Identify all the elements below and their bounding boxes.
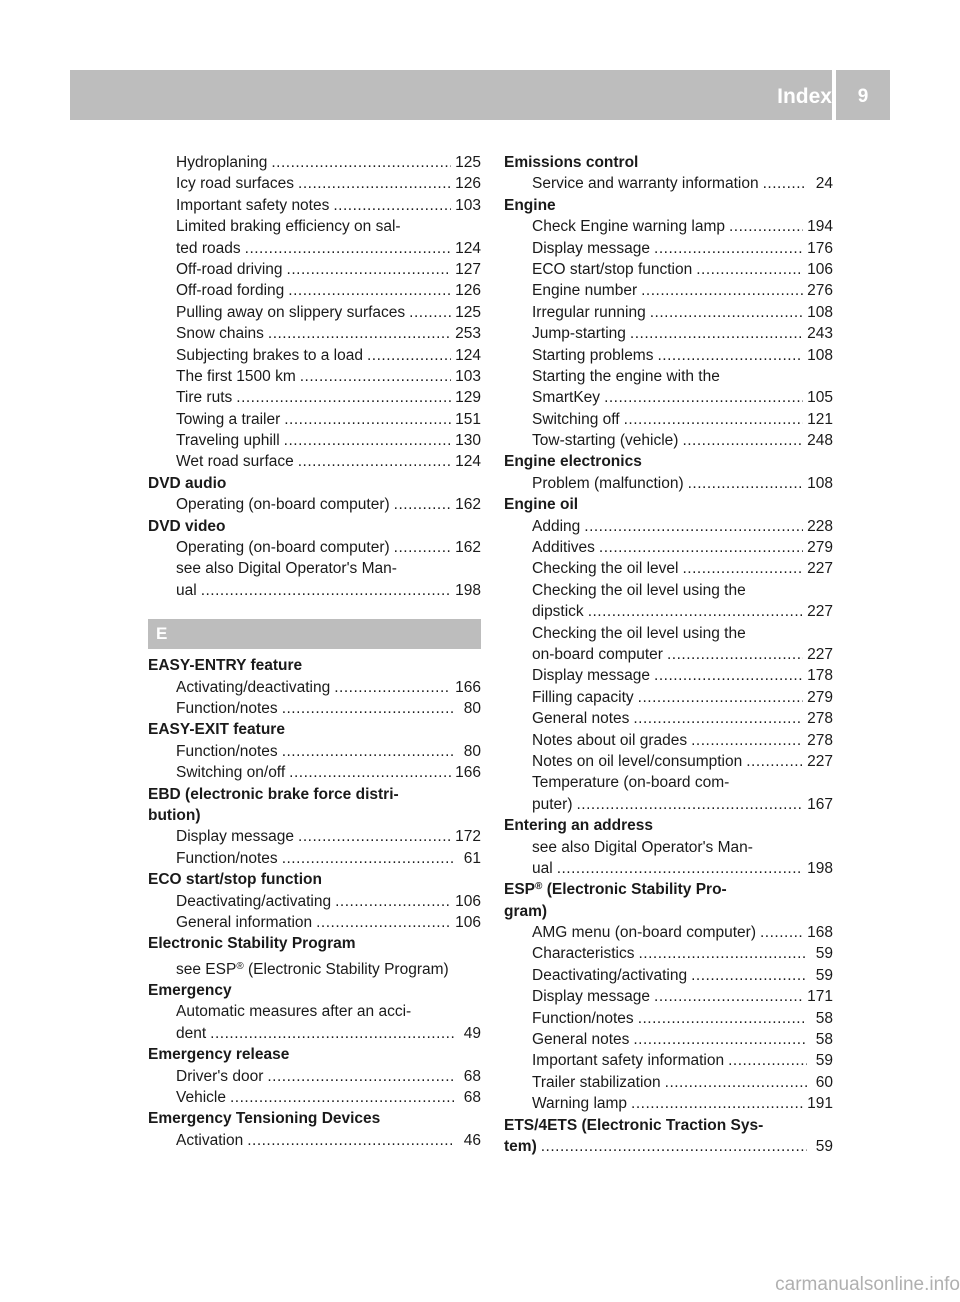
- heading-esp-continued: gram): [504, 902, 548, 920]
- dot-leader: [367, 345, 451, 366]
- entry-text: Irregular running: [532, 303, 646, 321]
- index-entry[interactable]: [148, 451, 481, 472]
- dot-leader: [230, 1087, 455, 1108]
- index-entry[interactable]: [504, 1072, 833, 1093]
- entry-text: AMG menu (on-board computer): [532, 924, 756, 942]
- index-entry[interactable]: [504, 238, 833, 259]
- entry-text: Display message: [532, 667, 651, 685]
- entry-text: Vehicle: [176, 1089, 226, 1107]
- dot-leader: [691, 965, 807, 986]
- dot-leader: [210, 1023, 455, 1044]
- entry-text: Warning lamp: [532, 1095, 628, 1113]
- entry-text: Deactivating/activating: [176, 892, 332, 910]
- entry-text: Additives: [532, 539, 595, 557]
- entry-text: Notes about oil grades: [532, 731, 688, 749]
- index-entry[interactable]: [504, 1008, 833, 1029]
- index-entry[interactable]: [148, 323, 481, 344]
- entry-page[interactable]: 68: [463, 1089, 481, 1107]
- dot-leader: [541, 1136, 807, 1157]
- index-entry[interactable]: [148, 826, 481, 847]
- entry-text: Notes on oil level/consumption: [532, 752, 743, 770]
- dot-leader: [624, 409, 804, 430]
- heading-ets: ETS/4ETS (Electronic Traction Sys-: [504, 1116, 764, 1134]
- entry-text: Function/notes: [176, 742, 278, 760]
- entry-page[interactable]: 198: [807, 859, 833, 877]
- entry-page[interactable]: 127: [455, 260, 481, 278]
- entry-page[interactable]: 279: [807, 688, 833, 706]
- entry-page[interactable]: 46: [463, 1131, 481, 1149]
- dot-leader: [394, 494, 451, 515]
- dot-leader: [657, 345, 803, 366]
- dot-leader: [298, 173, 451, 194]
- index-entry[interactable]: [148, 537, 481, 558]
- index-entry[interactable]: [148, 238, 481, 259]
- entry-text: General notes: [532, 1031, 630, 1049]
- dot-leader: [604, 387, 803, 408]
- entry-page[interactable]: 276: [807, 282, 833, 300]
- index-entry-continued: Automatic measures after an acci-: [176, 1003, 412, 1021]
- entry-text: Service and warranty information: [532, 175, 759, 193]
- dot-leader: [289, 762, 451, 783]
- dot-leader: [599, 537, 803, 558]
- entry-page[interactable]: 130: [455, 432, 481, 450]
- dot-leader: [271, 152, 451, 173]
- index-entry[interactable]: [148, 1066, 481, 1087]
- dot-leader: [335, 891, 451, 912]
- dot-leader: [631, 1093, 803, 1114]
- entry-page[interactable]: 68: [463, 1067, 481, 1085]
- dot-leader: [641, 280, 803, 301]
- entry-page[interactable]: 162: [455, 496, 481, 514]
- entry-page[interactable]: 172: [455, 828, 481, 846]
- entry-text: Driver's door: [176, 1067, 264, 1085]
- entry-page[interactable]: 162: [455, 539, 481, 557]
- entry-text: General notes: [532, 710, 630, 728]
- dot-leader: [729, 216, 803, 237]
- index-entry[interactable]: [504, 387, 833, 408]
- dot-leader: [247, 1130, 455, 1151]
- entry-text: Tow-starting (vehicle): [532, 432, 679, 450]
- index-entry[interactable]: [504, 323, 833, 344]
- index-entry[interactable]: [504, 280, 833, 301]
- index-entry[interactable]: [148, 345, 481, 366]
- entry-page[interactable]: 108: [807, 346, 833, 364]
- ets-head-text: tem): [504, 1137, 537, 1155]
- index-entry[interactable]: [148, 1130, 481, 1151]
- index-entry-continued: Checking the oil level using the: [532, 581, 746, 599]
- entry-text: Engine number: [532, 282, 638, 300]
- right-column: [504, 152, 833, 1157]
- dot-leader: [638, 1008, 807, 1029]
- index-entry[interactable]: [148, 409, 481, 430]
- entry-page[interactable]: 106: [455, 913, 481, 931]
- index-entry[interactable]: [504, 601, 833, 622]
- index-entry[interactable]: [148, 280, 481, 301]
- dot-leader: [268, 323, 451, 344]
- heading-emergency-tensioning-devices: Emergency Tensioning Devices: [148, 1110, 381, 1128]
- entry-page[interactable]: 171: [807, 988, 833, 1006]
- entry-page[interactable]: 176: [807, 239, 833, 257]
- entry-text: Trailer stabilization: [532, 1073, 661, 1091]
- dot-leader: [267, 1066, 455, 1087]
- index-entry[interactable]: [148, 259, 481, 280]
- heading-easy-entry: EASY-ENTRY feature: [148, 657, 303, 675]
- index-entry[interactable]: [148, 741, 481, 762]
- index-entry[interactable]: [148, 1087, 481, 1108]
- entry-text: Hydroplaning: [176, 154, 268, 171]
- index-entry-continued: Starting the engine with the: [532, 367, 720, 385]
- dot-leader: [284, 430, 451, 451]
- entry-page[interactable]: 125: [455, 154, 481, 171]
- index-entry-continued: see also Digital Operator's Man-: [176, 560, 397, 578]
- dot-leader: [638, 687, 803, 708]
- entry-page[interactable]: 248: [807, 432, 833, 450]
- dot-leader: [245, 238, 451, 259]
- entry-page[interactable]: 126: [455, 175, 481, 193]
- entry-text: Operating (on-board computer): [176, 496, 390, 514]
- entry-page[interactable]: 61: [463, 849, 481, 867]
- entry-page[interactable]: 60: [815, 1073, 833, 1091]
- entry-text: Jump-starting: [532, 325, 626, 343]
- page-number: 9: [857, 86, 869, 107]
- index-entry[interactable]: [504, 558, 833, 579]
- entry-text: Display message: [532, 988, 651, 1006]
- entry-page[interactable]: 151: [455, 410, 481, 428]
- entry-page[interactable]: 194: [807, 218, 833, 236]
- dot-leader: [334, 677, 451, 698]
- dot-leader: [654, 238, 803, 259]
- entry-text: Characteristics: [532, 945, 635, 963]
- dot-leader: [633, 708, 803, 729]
- index-entry[interactable]: [148, 698, 481, 719]
- entry-page[interactable]: 59: [815, 1052, 833, 1070]
- index-entry[interactable]: [148, 494, 481, 515]
- entry-page[interactable]: 103: [455, 367, 481, 385]
- index-entry[interactable]: [504, 516, 833, 537]
- esp-suffix: (Electronic Stability Pro-: [542, 881, 727, 899]
- entry-page[interactable]: 279: [807, 539, 833, 557]
- index-entry-continued: Checking the oil level using the: [532, 624, 746, 642]
- index-entry[interactable]: [504, 730, 833, 751]
- heading-ebd: EBD (electronic brake force distri-: [148, 785, 399, 803]
- dot-leader: [287, 259, 452, 280]
- entry-page[interactable]: 166: [455, 764, 481, 782]
- entry-page[interactable]: 253: [455, 325, 481, 343]
- index-entry[interactable]: [504, 986, 833, 1007]
- entry-page[interactable]: 108: [807, 474, 833, 492]
- heading-easy-exit: EASY-EXIT feature: [148, 721, 285, 739]
- index-entry[interactable]: [504, 537, 833, 558]
- entry-text: The first 1500 km: [176, 367, 296, 385]
- entry-page[interactable]: 49: [463, 1024, 481, 1042]
- entry-page[interactable]: 58: [815, 1031, 833, 1049]
- entry-page[interactable]: 58: [815, 1009, 833, 1027]
- dot-leader: [682, 558, 803, 579]
- entry-text: Tire ruts: [176, 389, 233, 407]
- entry-page[interactable]: 106: [455, 892, 481, 910]
- dot-leader: [316, 912, 451, 933]
- heading-engine-electronics: Engine electronics: [504, 453, 642, 471]
- index-entry-continued: Limited braking efficiency on sal-: [176, 218, 401, 236]
- entry-text: Switching on/off: [176, 764, 286, 782]
- dot-leader: [584, 516, 803, 537]
- dot-leader: [201, 580, 451, 601]
- entry-page[interactable]: 59: [815, 966, 833, 984]
- index-entry[interactable]: [504, 302, 833, 323]
- entry-text: Function/notes: [176, 699, 278, 717]
- entry-text: dent: [176, 1024, 207, 1042]
- index-entry[interactable]: [148, 912, 481, 933]
- entry-text: Icy road surfaces: [176, 175, 295, 193]
- entry-text: Deactivating/activating: [532, 966, 688, 984]
- index-entry[interactable]: [504, 1050, 833, 1071]
- entry-page[interactable]: 125: [455, 303, 481, 321]
- heading-emissions-control: Emissions control: [504, 154, 639, 171]
- index-entry[interactable]: [504, 1093, 833, 1114]
- entry-page[interactable]: 198: [455, 581, 481, 599]
- dot-leader: [577, 794, 804, 815]
- dot-leader: [557, 858, 803, 879]
- entry-text: Subjecting brakes to a load: [176, 346, 363, 364]
- index-entry[interactable]: [504, 216, 833, 237]
- index-entry[interactable]: [148, 430, 481, 451]
- index-entry-continued: see also Digital Operator's Man-: [532, 838, 753, 856]
- heading-entering-an-address: Entering an address: [504, 817, 654, 835]
- index-entry[interactable]: [504, 943, 833, 964]
- dot-leader: [394, 537, 451, 558]
- section-letter-e: E: [148, 619, 481, 649]
- entry-page[interactable]: 24: [815, 175, 833, 193]
- see-suffix: (Electronic Stability Program): [243, 960, 449, 978]
- registered-mark: ®: [236, 960, 244, 972]
- entry-page[interactable]: 129: [455, 389, 481, 407]
- index-entry[interactable]: [504, 409, 833, 430]
- entry-page[interactable]: 80: [463, 742, 481, 760]
- dot-leader: [236, 387, 451, 408]
- dot-leader: [298, 451, 451, 472]
- index-entry[interactable]: [148, 580, 481, 601]
- entry-text: Traveling uphill: [176, 432, 280, 450]
- index-entry[interactable]: [148, 152, 481, 173]
- heading-dvd-video: DVD video: [148, 517, 226, 535]
- entry-text: ECO start/stop function: [532, 260, 693, 278]
- dot-leader: [746, 751, 803, 772]
- see-also-esp[interactable]: [148, 959, 481, 980]
- entry-text: ted roads: [176, 239, 241, 257]
- entry-text: ual: [176, 581, 197, 599]
- index-entry[interactable]: [504, 644, 833, 665]
- index-entry[interactable]: [504, 794, 833, 815]
- dot-leader: [728, 1050, 807, 1071]
- entry-text: Off-road driving: [176, 260, 283, 278]
- dot-leader: [667, 644, 803, 665]
- entry-text: dipstick: [532, 603, 584, 621]
- watermark: carmanualsonline.info: [775, 1274, 960, 1295]
- dot-leader: [688, 473, 804, 494]
- index-entry[interactable]: [148, 387, 481, 408]
- index-entry[interactable]: [504, 473, 833, 494]
- index-entry[interactable]: [504, 687, 833, 708]
- entry-text: Checking the oil level: [532, 560, 679, 578]
- index-entry[interactable]: [504, 965, 833, 986]
- entry-page[interactable]: 227: [807, 560, 833, 578]
- index-entry[interactable]: [148, 677, 481, 698]
- entry-page[interactable]: 243: [807, 325, 833, 343]
- entry-page[interactable]: 278: [807, 731, 833, 749]
- entry-text: on-board computer: [532, 645, 663, 663]
- dot-leader: [284, 409, 451, 430]
- entry-text: Important safety notes: [176, 196, 330, 214]
- entry-page[interactable]: 168: [807, 924, 833, 942]
- dot-leader: [650, 302, 803, 323]
- entry-page[interactable]: 108: [807, 303, 833, 321]
- index-entry[interactable]: [148, 848, 481, 869]
- dot-leader: [282, 698, 455, 719]
- entry-text: Pulling away on slippery surfaces: [176, 303, 406, 321]
- index-entry[interactable]: [148, 195, 481, 216]
- entry-text: Towing a trailer: [176, 410, 281, 428]
- heading-emergency-release: Emergency release: [148, 1046, 290, 1064]
- registered-mark: ®: [535, 881, 543, 893]
- index-entry[interactable]: [148, 302, 481, 323]
- see-prefix: see ESP: [176, 960, 237, 978]
- entry-page[interactable]: 124: [455, 346, 481, 364]
- entry-text: Check Engine warning lamp: [532, 218, 725, 236]
- entry-page[interactable]: 59: [815, 1137, 833, 1155]
- heading-dvd-audio: DVD audio: [148, 474, 227, 492]
- index-entry[interactable]: [504, 751, 833, 772]
- index-entry[interactable]: [148, 366, 481, 387]
- index-entry[interactable]: [148, 173, 481, 194]
- dot-leader: [682, 430, 803, 451]
- index-entry-continued: Temperature (on-board com-: [532, 774, 730, 792]
- dot-leader: [654, 665, 803, 686]
- entry-page[interactable]: 103: [455, 196, 481, 214]
- entry-page[interactable]: 227: [807, 603, 833, 621]
- esp-prefix: ESP: [504, 881, 536, 899]
- dot-leader: [588, 601, 803, 622]
- entry-text: Activation: [176, 1131, 244, 1149]
- entry-text: Off-road fording: [176, 282, 285, 300]
- dot-leader: [633, 1029, 807, 1050]
- dot-leader: [288, 280, 451, 301]
- entry-text: Filling capacity: [532, 688, 634, 706]
- entry-text: General information: [176, 913, 313, 931]
- entry-page[interactable]: 166: [455, 678, 481, 696]
- index-entry[interactable]: [148, 1023, 481, 1044]
- heading-engine: Engine: [504, 196, 556, 214]
- dot-leader: [654, 986, 803, 1007]
- index-entry[interactable]: [504, 173, 833, 194]
- entry-text: Snow chains: [176, 325, 264, 343]
- index-entry[interactable]: [148, 891, 481, 912]
- dot-leader: [763, 173, 807, 194]
- entry-page[interactable]: 80: [463, 699, 481, 717]
- index-entry[interactable]: [504, 259, 833, 280]
- index-entry[interactable]: [148, 762, 481, 783]
- heading-electronic-stability-program: Electronic Stability Program: [148, 935, 356, 953]
- entry-page[interactable]: 121: [807, 410, 833, 428]
- dot-leader: [409, 302, 451, 323]
- entry-page[interactable]: 106: [807, 260, 833, 278]
- entry-text: Important safety information: [532, 1052, 725, 1070]
- dot-leader: [630, 323, 803, 344]
- entry-text: Problem (malfunction): [532, 474, 684, 492]
- dot-leader: [665, 1072, 807, 1093]
- index-entry[interactable]: [504, 708, 833, 729]
- index-entry[interactable]: [504, 665, 833, 686]
- entry-page[interactable]: 227: [807, 752, 833, 770]
- dot-leader: [691, 730, 803, 751]
- entry-page[interactable]: 178: [807, 667, 833, 685]
- entry-page[interactable]: 167: [807, 795, 833, 813]
- entry-text: puter): [532, 795, 573, 813]
- dot-leader: [639, 943, 808, 964]
- header-title: Index: [777, 85, 832, 108]
- dot-leader: [298, 826, 451, 847]
- entry-text: Adding: [532, 517, 581, 535]
- dot-leader: [760, 922, 803, 943]
- entry-page[interactable]: 126: [455, 282, 481, 300]
- index-entry[interactable]: [504, 858, 833, 879]
- dot-leader: [300, 366, 451, 387]
- heading-ets-continued[interactable]: [504, 1136, 833, 1157]
- entry-text: Display message: [176, 828, 295, 846]
- entry-text: Function/notes: [532, 1009, 634, 1027]
- entry-page[interactable]: 124: [455, 453, 481, 471]
- index-entry[interactable]: [504, 1029, 833, 1050]
- entry-text: Switching off: [532, 410, 620, 428]
- heading-esp: [504, 879, 833, 900]
- index-entry[interactable]: [504, 430, 833, 451]
- entry-text: Starting problems: [532, 346, 654, 364]
- entry-page[interactable]: 124: [455, 239, 481, 257]
- heading-emergency: Emergency: [148, 982, 232, 1000]
- entry-text: Operating (on-board computer): [176, 539, 390, 557]
- heading-ebd-continued: bution): [148, 806, 201, 824]
- dot-leader: [282, 741, 455, 762]
- entry-text: Activating/deactivating: [176, 678, 331, 696]
- entry-page[interactable]: 191: [807, 1095, 833, 1113]
- entry-page[interactable]: 59: [815, 945, 833, 963]
- entry-text: ual: [532, 859, 553, 877]
- entry-page[interactable]: 278: [807, 710, 833, 728]
- entry-page[interactable]: 105: [807, 389, 833, 407]
- dot-leader: [282, 848, 455, 869]
- index-entry[interactable]: [504, 922, 833, 943]
- dot-leader: [696, 259, 803, 280]
- entry-text: Wet road surface: [176, 453, 294, 471]
- entry-text: Display message: [532, 239, 651, 257]
- entry-text: Function/notes: [176, 849, 278, 867]
- dot-leader: [333, 195, 451, 216]
- entry-page[interactable]: 227: [807, 645, 833, 663]
- left-column: [148, 152, 481, 1151]
- heading-eco-start-stop: ECO start/stop function: [148, 871, 322, 889]
- entry-text: SmartKey: [532, 389, 601, 407]
- index-entry[interactable]: [504, 345, 833, 366]
- heading-engine-oil: Engine oil: [504, 496, 579, 514]
- entry-page[interactable]: 228: [807, 517, 833, 535]
